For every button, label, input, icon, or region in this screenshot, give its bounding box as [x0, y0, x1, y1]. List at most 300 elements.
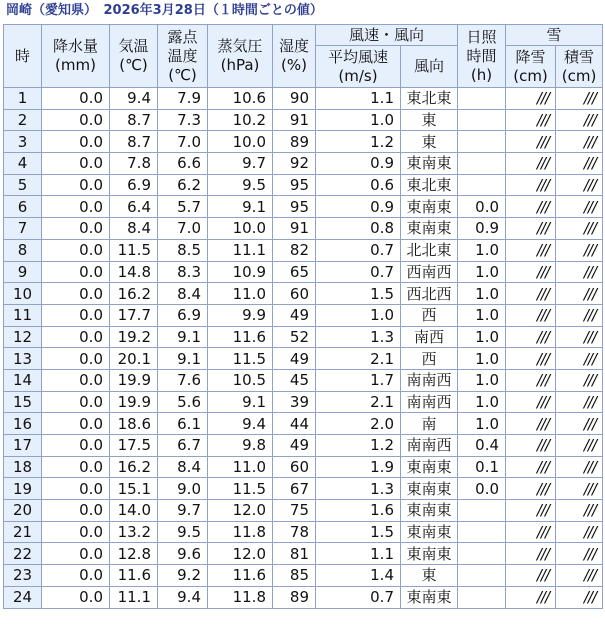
wind-direction-cell: 南南西 — [401, 369, 458, 391]
temperature-cell: 14.0 — [110, 500, 158, 522]
dew-point-cell: 5.6 — [158, 391, 208, 413]
wind-speed-cell: 1.6 — [316, 500, 401, 522]
hour-cell: 4 — [4, 153, 42, 175]
sunshine-cell: 1.0 — [458, 304, 506, 326]
header-wind-speed — [316, 46, 401, 88]
precipitation-cell: 0.0 — [42, 131, 110, 153]
temperature-cell: 12.8 — [110, 543, 158, 565]
wind-speed-cell: 2.0 — [316, 413, 401, 435]
snow-depth-cell: /// — [556, 348, 603, 370]
temperature-cell: 19.9 — [110, 391, 158, 413]
vapor-pressure-cell: 11.8 — [208, 586, 273, 608]
temperature-cell: 19.9 — [110, 369, 158, 391]
wind-direction-cell: 東南東 — [401, 521, 458, 543]
precipitation-cell: 0.0 — [42, 435, 110, 457]
snow-depth-cell: /// — [556, 239, 603, 261]
sunshine-cell: 1.0 — [458, 413, 506, 435]
wind-speed-cell: 1.5 — [316, 521, 401, 543]
snow-depth-cell: /// — [556, 456, 603, 478]
temperature-cell: 19.2 — [110, 326, 158, 348]
table-row — [4, 174, 603, 196]
sun-unit: (h) — [470, 65, 493, 84]
dew-unit: (℃) — [168, 65, 197, 84]
header-vapor-pressure — [208, 25, 273, 88]
wind-direction-cell: 東 — [401, 109, 458, 131]
precipitation-cell: 0.0 — [42, 391, 110, 413]
sunshine-cell — [458, 500, 506, 522]
dew-point-cell: 9.4 — [158, 586, 208, 608]
snowfall-cell: /// — [506, 500, 556, 522]
wind-direction-cell: 東北東 — [401, 174, 458, 196]
snow-depth-cell: /// — [556, 586, 603, 608]
precipitation-cell: 0.0 — [42, 218, 110, 240]
table-row — [4, 391, 603, 413]
wind-direction-cell: 東南東 — [401, 153, 458, 175]
dew-point-cell: 7.9 — [158, 88, 208, 110]
wind-direction-cell: 西 — [401, 304, 458, 326]
sunshine-cell — [458, 586, 506, 608]
hour-cell: 24 — [4, 586, 42, 608]
wind-speed-cell: 0.6 — [316, 174, 401, 196]
humidity-unit: (%) — [281, 56, 307, 74]
precipitation-cell: 0.0 — [42, 586, 110, 608]
snow-depth-cell: /// — [556, 391, 603, 413]
humidity-cell: 67 — [273, 478, 316, 500]
hour-cell: 22 — [4, 543, 42, 565]
wind-direction-cell: 東南東 — [401, 196, 458, 218]
sunshine-cell — [458, 131, 506, 153]
wind-direction-cell: 東南東 — [401, 456, 458, 478]
snow-depth-cell: /// — [556, 283, 603, 305]
temperature-cell: 6.9 — [110, 174, 158, 196]
vapor-pressure-cell: 9.4 — [208, 413, 273, 435]
table-row — [4, 369, 603, 391]
header-snow-group: 雪 — [506, 25, 603, 46]
snow-depth-cell: /// — [556, 326, 603, 348]
temperature-cell: 18.6 — [110, 413, 158, 435]
sunshine-cell — [458, 109, 506, 131]
sunshine-cell — [458, 565, 506, 587]
snowfall-cell: /// — [506, 131, 556, 153]
temperature-cell: 8.7 — [110, 109, 158, 131]
snow-depth-cell: /// — [556, 369, 603, 391]
table-row — [4, 348, 603, 370]
wind-direction-cell: 西 — [401, 348, 458, 370]
snow-depth-cell: /// — [556, 500, 603, 522]
sunshine-cell: 0.4 — [458, 435, 506, 457]
hour-cell: 6 — [4, 196, 42, 218]
snowfall-cell: /// — [506, 88, 556, 110]
snowdepth-unit: (cm) — [561, 66, 597, 85]
humidity-cell: 49 — [273, 348, 316, 370]
temperature-cell: 6.4 — [110, 196, 158, 218]
table-row — [4, 109, 603, 131]
snowfall-cell: /// — [506, 521, 556, 543]
dew-point-cell: 9.5 — [158, 521, 208, 543]
dew-point-cell: 8.4 — [158, 456, 208, 478]
humidity-cell: 49 — [273, 304, 316, 326]
wind-speed-cell: 1.0 — [316, 109, 401, 131]
sunshine-cell: 1.0 — [458, 369, 506, 391]
snowfall-cell: /// — [506, 326, 556, 348]
wind-direction-cell: 東 — [401, 565, 458, 587]
humidity-cell: 81 — [273, 543, 316, 565]
dew-label-line2: 温度 — [167, 46, 198, 65]
wind-speed-cell: 0.9 — [316, 196, 401, 218]
precipitation-cell: 0.0 — [42, 478, 110, 500]
humidity-cell: 89 — [273, 131, 316, 153]
vapor-pressure-cell: 11.6 — [208, 326, 273, 348]
wind-speed-cell: 1.3 — [316, 478, 401, 500]
precipitation-cell: 0.0 — [42, 109, 110, 131]
vapor-pressure-cell: 9.1 — [208, 196, 273, 218]
table-row — [4, 196, 603, 218]
temp-unit: (℃) — [119, 56, 148, 74]
dew-point-cell: 6.2 — [158, 174, 208, 196]
sunshine-cell: 0.9 — [458, 218, 506, 240]
precipitation-cell: 0.0 — [42, 521, 110, 543]
snow-depth-cell: /// — [556, 174, 603, 196]
temperature-cell: 9.4 — [110, 88, 158, 110]
snow-depth-cell: /// — [556, 521, 603, 543]
wind-speed-cell: 1.0 — [316, 304, 401, 326]
table-row — [4, 478, 603, 500]
dew-point-cell: 6.6 — [158, 153, 208, 175]
wind-direction-cell: 南西 — [401, 326, 458, 348]
wind-speed-cell: 1.3 — [316, 326, 401, 348]
humidity-cell: 39 — [273, 391, 316, 413]
snowfall-cell: /// — [506, 218, 556, 240]
precipitation-cell: 0.0 — [42, 174, 110, 196]
wind-direction-cell: 東南東 — [401, 500, 458, 522]
precipitation-cell: 0.0 — [42, 88, 110, 110]
precipitation-cell: 0.0 — [42, 326, 110, 348]
dew-point-cell: 8.4 — [158, 283, 208, 305]
vapor-pressure-cell: 10.6 — [208, 88, 273, 110]
header-wind-group: 風速・風向 — [316, 25, 458, 46]
vapor-pressure-cell: 11.8 — [208, 521, 273, 543]
humidity-cell: 91 — [273, 218, 316, 240]
humidity-cell: 85 — [273, 565, 316, 587]
wind-speed-label: 平均風速 — [327, 47, 388, 66]
sunshine-cell — [458, 521, 506, 543]
dew-point-cell: 9.2 — [158, 565, 208, 587]
vapor-pressure-cell: 10.0 — [208, 131, 273, 153]
snow-depth-cell: /// — [556, 109, 603, 131]
wind-direction-cell: 西北西 — [401, 283, 458, 305]
wind-speed-cell: 1.2 — [316, 131, 401, 153]
wind-speed-cell: 1.9 — [316, 456, 401, 478]
temperature-cell: 15.1 — [110, 478, 158, 500]
precipitation-cell: 0.0 — [42, 543, 110, 565]
vapor-pressure-cell: 9.5 — [208, 174, 273, 196]
wind-direction-cell: 東南東 — [401, 543, 458, 565]
wind-direction-cell: 南 — [401, 413, 458, 435]
temp-label: 気温 — [118, 37, 149, 55]
precipitation-cell: 0.0 — [42, 283, 110, 305]
humidity-cell: 91 — [273, 109, 316, 131]
dew-point-cell: 9.6 — [158, 543, 208, 565]
table-row — [4, 153, 603, 175]
hour-cell: 19 — [4, 478, 42, 500]
snowfall-unit: (cm) — [513, 66, 548, 85]
sunshine-cell — [458, 88, 506, 110]
header-snowfall — [506, 46, 556, 88]
table-row — [4, 521, 603, 543]
table-row — [4, 500, 603, 522]
humidity-cell: 92 — [273, 153, 316, 175]
header-snow-depth — [556, 46, 603, 88]
wind-speed-cell: 0.9 — [316, 153, 401, 175]
precipitation-cell: 0.0 — [42, 369, 110, 391]
precipitation-cell: 0.0 — [42, 413, 110, 435]
precip-unit: (mm) — [55, 56, 96, 74]
vapor-pressure-cell: 11.5 — [208, 348, 273, 370]
snow-depth-cell: /// — [556, 413, 603, 435]
vapor-pressure-cell: 12.0 — [208, 543, 273, 565]
snowfall-cell: /// — [506, 586, 556, 608]
precipitation-cell: 0.0 — [42, 304, 110, 326]
humidity-cell: 89 — [273, 586, 316, 608]
sunshine-cell: 0.1 — [458, 456, 506, 478]
precipitation-cell: 0.0 — [42, 261, 110, 283]
vapor-pressure-cell: 11.6 — [208, 565, 273, 587]
vapor-unit: (hPa) — [220, 56, 260, 74]
temperature-cell: 14.8 — [110, 261, 158, 283]
snow-depth-cell: /// — [556, 88, 603, 110]
sun-label-line1: 日照 — [466, 27, 497, 46]
snowfall-cell: /// — [506, 239, 556, 261]
hour-cell: 12 — [4, 326, 42, 348]
wind-direction-cell: 東南東 — [401, 478, 458, 500]
wind-direction-cell: 南南西 — [401, 391, 458, 413]
vapor-pressure-cell: 11.0 — [208, 283, 273, 305]
sunshine-cell: 1.0 — [458, 261, 506, 283]
sunshine-cell — [458, 153, 506, 175]
temperature-cell: 16.2 — [110, 283, 158, 305]
hour-cell: 11 — [4, 304, 42, 326]
snowfall-cell: /// — [506, 478, 556, 500]
snowfall-cell: /// — [506, 153, 556, 175]
hourly-weather-table — [3, 24, 603, 609]
wind-direction-cell: 西南西 — [401, 261, 458, 283]
table-row — [4, 261, 603, 283]
snowfall-cell: /// — [506, 543, 556, 565]
precipitation-cell: 0.0 — [42, 456, 110, 478]
hour-cell: 20 — [4, 500, 42, 522]
dew-point-cell: 8.3 — [158, 261, 208, 283]
vapor-pressure-cell: 9.1 — [208, 391, 273, 413]
snowfall-cell: /// — [506, 196, 556, 218]
temperature-cell: 11.6 — [110, 565, 158, 587]
dew-point-cell: 7.0 — [158, 218, 208, 240]
hour-cell: 14 — [4, 369, 42, 391]
snow-depth-cell: /// — [556, 478, 603, 500]
wind-speed-cell: 2.1 — [316, 391, 401, 413]
hour-cell: 15 — [4, 391, 42, 413]
vapor-pressure-cell: 11.1 — [208, 239, 273, 261]
wind-speed-cell: 0.8 — [316, 218, 401, 240]
table-row — [4, 304, 603, 326]
dew-label-line1: 露点 — [167, 27, 198, 46]
dew-point-cell: 7.3 — [158, 109, 208, 131]
humidity-cell: 95 — [273, 196, 316, 218]
hour-cell: 17 — [4, 435, 42, 457]
vapor-pressure-cell: 9.8 — [208, 435, 273, 457]
table-row — [4, 218, 603, 240]
wind-speed-cell: 0.7 — [316, 239, 401, 261]
humidity-label: 湿度 — [278, 37, 309, 55]
sunshine-cell: 1.0 — [458, 348, 506, 370]
wind-direction-cell: 北北東 — [401, 239, 458, 261]
temperature-cell: 8.4 — [110, 218, 158, 240]
vapor-pressure-cell: 11.5 — [208, 478, 273, 500]
table-row — [4, 586, 603, 608]
vapor-pressure-cell: 9.7 — [208, 153, 273, 175]
sunshine-cell: 1.0 — [458, 391, 506, 413]
snowfall-cell: /// — [506, 413, 556, 435]
hour-cell: 8 — [4, 239, 42, 261]
hour-cell: 16 — [4, 413, 42, 435]
hour-cell: 18 — [4, 456, 42, 478]
humidity-cell: 90 — [273, 88, 316, 110]
sunshine-cell: 1.0 — [458, 239, 506, 261]
snowdepth-label: 積雪 — [564, 47, 595, 66]
table-row — [4, 283, 603, 305]
snowfall-cell: /// — [506, 174, 556, 196]
vapor-pressure-cell: 10.2 — [208, 109, 273, 131]
humidity-cell: 52 — [273, 326, 316, 348]
snowfall-cell: /// — [506, 261, 556, 283]
temperature-cell: 17.7 — [110, 304, 158, 326]
precipitation-cell: 0.0 — [42, 153, 110, 175]
sunshine-cell — [458, 543, 506, 565]
snowfall-cell: /// — [506, 435, 556, 457]
table-row — [4, 543, 603, 565]
dew-point-cell: 7.6 — [158, 369, 208, 391]
table-row — [4, 435, 603, 457]
sun-label-line2: 時間 — [466, 46, 497, 65]
vapor-pressure-cell: 11.0 — [208, 456, 273, 478]
hour-cell: 7 — [4, 218, 42, 240]
sunshine-cell: 0.0 — [458, 196, 506, 218]
dew-point-cell: 6.9 — [158, 304, 208, 326]
sunshine-cell: 1.0 — [458, 326, 506, 348]
temperature-cell: 8.7 — [110, 131, 158, 153]
snowfall-label: 降雪 — [515, 47, 546, 66]
sunshine-cell — [458, 174, 506, 196]
header-sunshine — [458, 25, 506, 88]
vapor-pressure-cell: 10.0 — [208, 218, 273, 240]
hour-cell: 3 — [4, 131, 42, 153]
humidity-cell: 82 — [273, 239, 316, 261]
header-dew-point — [158, 25, 208, 88]
snowfall-cell: /// — [506, 109, 556, 131]
wind-direction-cell: 南南西 — [401, 435, 458, 457]
vapor-pressure-cell: 9.9 — [208, 304, 273, 326]
dew-point-cell: 8.5 — [158, 239, 208, 261]
snowfall-cell: /// — [506, 565, 556, 587]
dew-point-cell: 9.1 — [158, 326, 208, 348]
table-row — [4, 131, 603, 153]
dew-point-cell: 7.0 — [158, 131, 208, 153]
snow-depth-cell: /// — [556, 131, 603, 153]
header-temperature — [110, 25, 158, 88]
snowfall-cell: /// — [506, 348, 556, 370]
snowfall-cell: /// — [506, 304, 556, 326]
wind-speed-cell: 2.1 — [316, 348, 401, 370]
snow-depth-cell: /// — [556, 153, 603, 175]
precip-label: 降水量 — [52, 37, 98, 55]
snow-depth-cell: /// — [556, 565, 603, 587]
dew-point-cell: 9.0 — [158, 478, 208, 500]
temperature-cell: 11.1 — [110, 586, 158, 608]
hour-cell: 2 — [4, 109, 42, 131]
humidity-cell: 95 — [273, 174, 316, 196]
vapor-pressure-cell: 10.5 — [208, 369, 273, 391]
precipitation-cell: 0.0 — [42, 196, 110, 218]
wind-speed-cell: 1.7 — [316, 369, 401, 391]
snow-depth-cell: /// — [556, 543, 603, 565]
hour-cell: 13 — [4, 348, 42, 370]
table-row — [4, 413, 603, 435]
wind-speed-cell: 1.1 — [316, 88, 401, 110]
header-precipitation — [42, 25, 110, 88]
wind-speed-cell: 0.7 — [316, 261, 401, 283]
snowfall-cell: /// — [506, 456, 556, 478]
snow-depth-cell: /// — [556, 196, 603, 218]
dew-point-cell: 6.1 — [158, 413, 208, 435]
vapor-label: 蒸気圧 — [217, 37, 263, 55]
precipitation-cell: 0.0 — [42, 500, 110, 522]
wind-speed-cell: 1.2 — [316, 435, 401, 457]
precipitation-cell: 0.0 — [42, 565, 110, 587]
header-hour: 時 — [4, 25, 42, 88]
hour-cell: 10 — [4, 283, 42, 305]
hour-cell: 23 — [4, 565, 42, 587]
table-row — [4, 565, 603, 587]
header-humidity — [273, 25, 316, 88]
sunshine-cell: 1.0 — [458, 283, 506, 305]
precipitation-cell: 0.0 — [42, 239, 110, 261]
temperature-cell: 11.5 — [110, 239, 158, 261]
page-title: 岡崎（愛知県） 2026年3月28日（１時間ごとの値） — [6, 3, 323, 18]
snow-depth-cell: /// — [556, 304, 603, 326]
snow-depth-cell: /// — [556, 261, 603, 283]
wind-direction-cell: 東 — [401, 131, 458, 153]
humidity-cell: 60 — [273, 456, 316, 478]
dew-point-cell: 5.7 — [158, 196, 208, 218]
humidity-cell: 78 — [273, 521, 316, 543]
temperature-cell: 20.1 — [110, 348, 158, 370]
dew-point-cell: 9.1 — [158, 348, 208, 370]
snowfall-cell: /// — [506, 283, 556, 305]
hour-cell: 9 — [4, 261, 42, 283]
wind-speed-cell: 0.7 — [316, 586, 401, 608]
snowfall-cell: /// — [506, 369, 556, 391]
wind-direction-cell: 東南東 — [401, 586, 458, 608]
humidity-cell: 65 — [273, 261, 316, 283]
table-row — [4, 239, 603, 261]
dew-point-cell: 6.7 — [158, 435, 208, 457]
hour-cell: 1 — [4, 88, 42, 110]
snowfall-cell: /// — [506, 391, 556, 413]
wind-speed-unit: (m/s) — [338, 66, 378, 85]
humidity-cell: 49 — [273, 435, 316, 457]
wind-speed-cell: 1.5 — [316, 283, 401, 305]
dew-point-cell: 9.7 — [158, 500, 208, 522]
sunshine-cell: 0.0 — [458, 478, 506, 500]
